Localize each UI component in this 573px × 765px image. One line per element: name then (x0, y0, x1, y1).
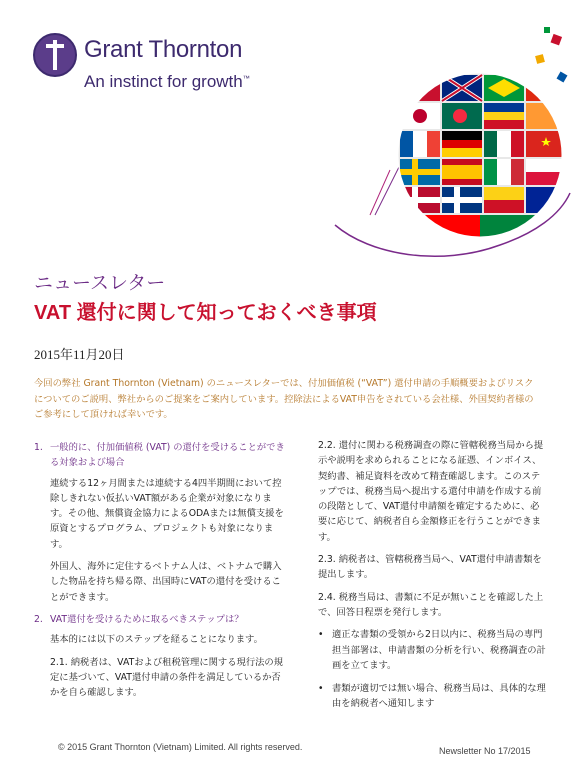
left-column (34, 440, 288, 707)
brand-name: Grant Thornton (84, 36, 243, 63)
step-2-4-paragraph: 2.4. 税務当局は、書類に不足が無いことを確認した上で、回答日程票を発行します。 (318, 591, 544, 618)
intro-paragraph: 今回の弊社 Grant Thornton (Vietnam) のニュースレターでは、付加価値税 (“VAT”) 還付申請の手順概要およびリスクについてのご説明、弊社からのご提案をご案内しています。控除法によるVAT申告をされている会社様、外国契約者様のご参考にして頂ければ幸いです。 (34, 378, 534, 420)
section-2-number: 2. (34, 613, 43, 625)
section-1-paragraph-2: 外国人、海外に定住するベトナム人は、ベトナムで購入した物品を持ち帰る際、出国時にVATの還付を受けることができます。 (50, 561, 282, 603)
bullet-item-1 (318, 627, 548, 673)
section-1-heading-text: 一般的に、付加価値税 (VAT) の還付を受けることができる対象および場合 (50, 442, 285, 469)
footer-issue-number: Newsletter No 17/2015 (439, 746, 531, 756)
bullet-item-2 (318, 681, 548, 712)
section-1-number: 1. (34, 442, 43, 453)
section-1-heading (34, 440, 288, 471)
bullet-icon: • (318, 629, 324, 641)
step-2-2-paragraph: 2.2. 還付に関わる税務調査の際に管轄税務当局から提示や説明を求められることになる証憑、インボイス、契約書、補足資料を改めて精査確認します。このステップでは、税務当局へ提出する還付申請を作成する前の段階として、VAT還付申請額を確定するために、必要に応じて、納税者自ら金額修正を行うことができます。 (318, 440, 544, 543)
step-2-3-paragraph: 2.3. 納税者は、管轄税務当局へ、VAT還付申請書類を提出します。 (318, 554, 542, 581)
section-1-paragraph-1: 連続する12ヶ月間または連続する4四半期間において控除しきれない仮払いVAT額がある企業が対象になります。その他、無償資金協力によるODAまたは無償支援を原資とするプログラム、プロジェクトも対象になります。 (50, 477, 284, 550)
bullet-text-1: 適正な書類の受領から2日以内に、税務当局の専門担当部署は、申請書類の分析を行い、税務調査の計画を立てます。 (332, 629, 546, 671)
grant-thornton-logo-icon (32, 32, 78, 78)
section-2-heading (34, 612, 288, 627)
newsletter-kicker: ニュースレター (34, 273, 166, 294)
publication-date: 2015年11月20日 (34, 347, 125, 362)
section-2-paragraph-2: 2.1. 納税者は、VATおよび租税管理に関する現行法の規定に基づいて、VAT還付申請の条件を満足しているか否かを自ら確認します。 (50, 656, 284, 699)
section-2-heading-text: VAT還付を受けるために取るべきステップは？ (50, 613, 244, 625)
bullet-text-2: 書類が適切では無い場合、税務当局は、具体的な理由を納税者へ通知します (332, 683, 546, 710)
bullet-icon: • (318, 683, 324, 695)
right-column (318, 438, 548, 720)
newsletter-title: VAT 還付に関して知っておくべき事項 (34, 302, 377, 324)
section-2-paragraph-1: 基本的には以下のステップを経ることになります。 (50, 634, 263, 646)
footer-copyright: © 2015 Grant Thornton (Vietnam) Limited. All rights reserved. (58, 742, 303, 752)
globe-flags-illustration (330, 5, 573, 270)
tagline: An instinct for growth™ (84, 72, 250, 91)
